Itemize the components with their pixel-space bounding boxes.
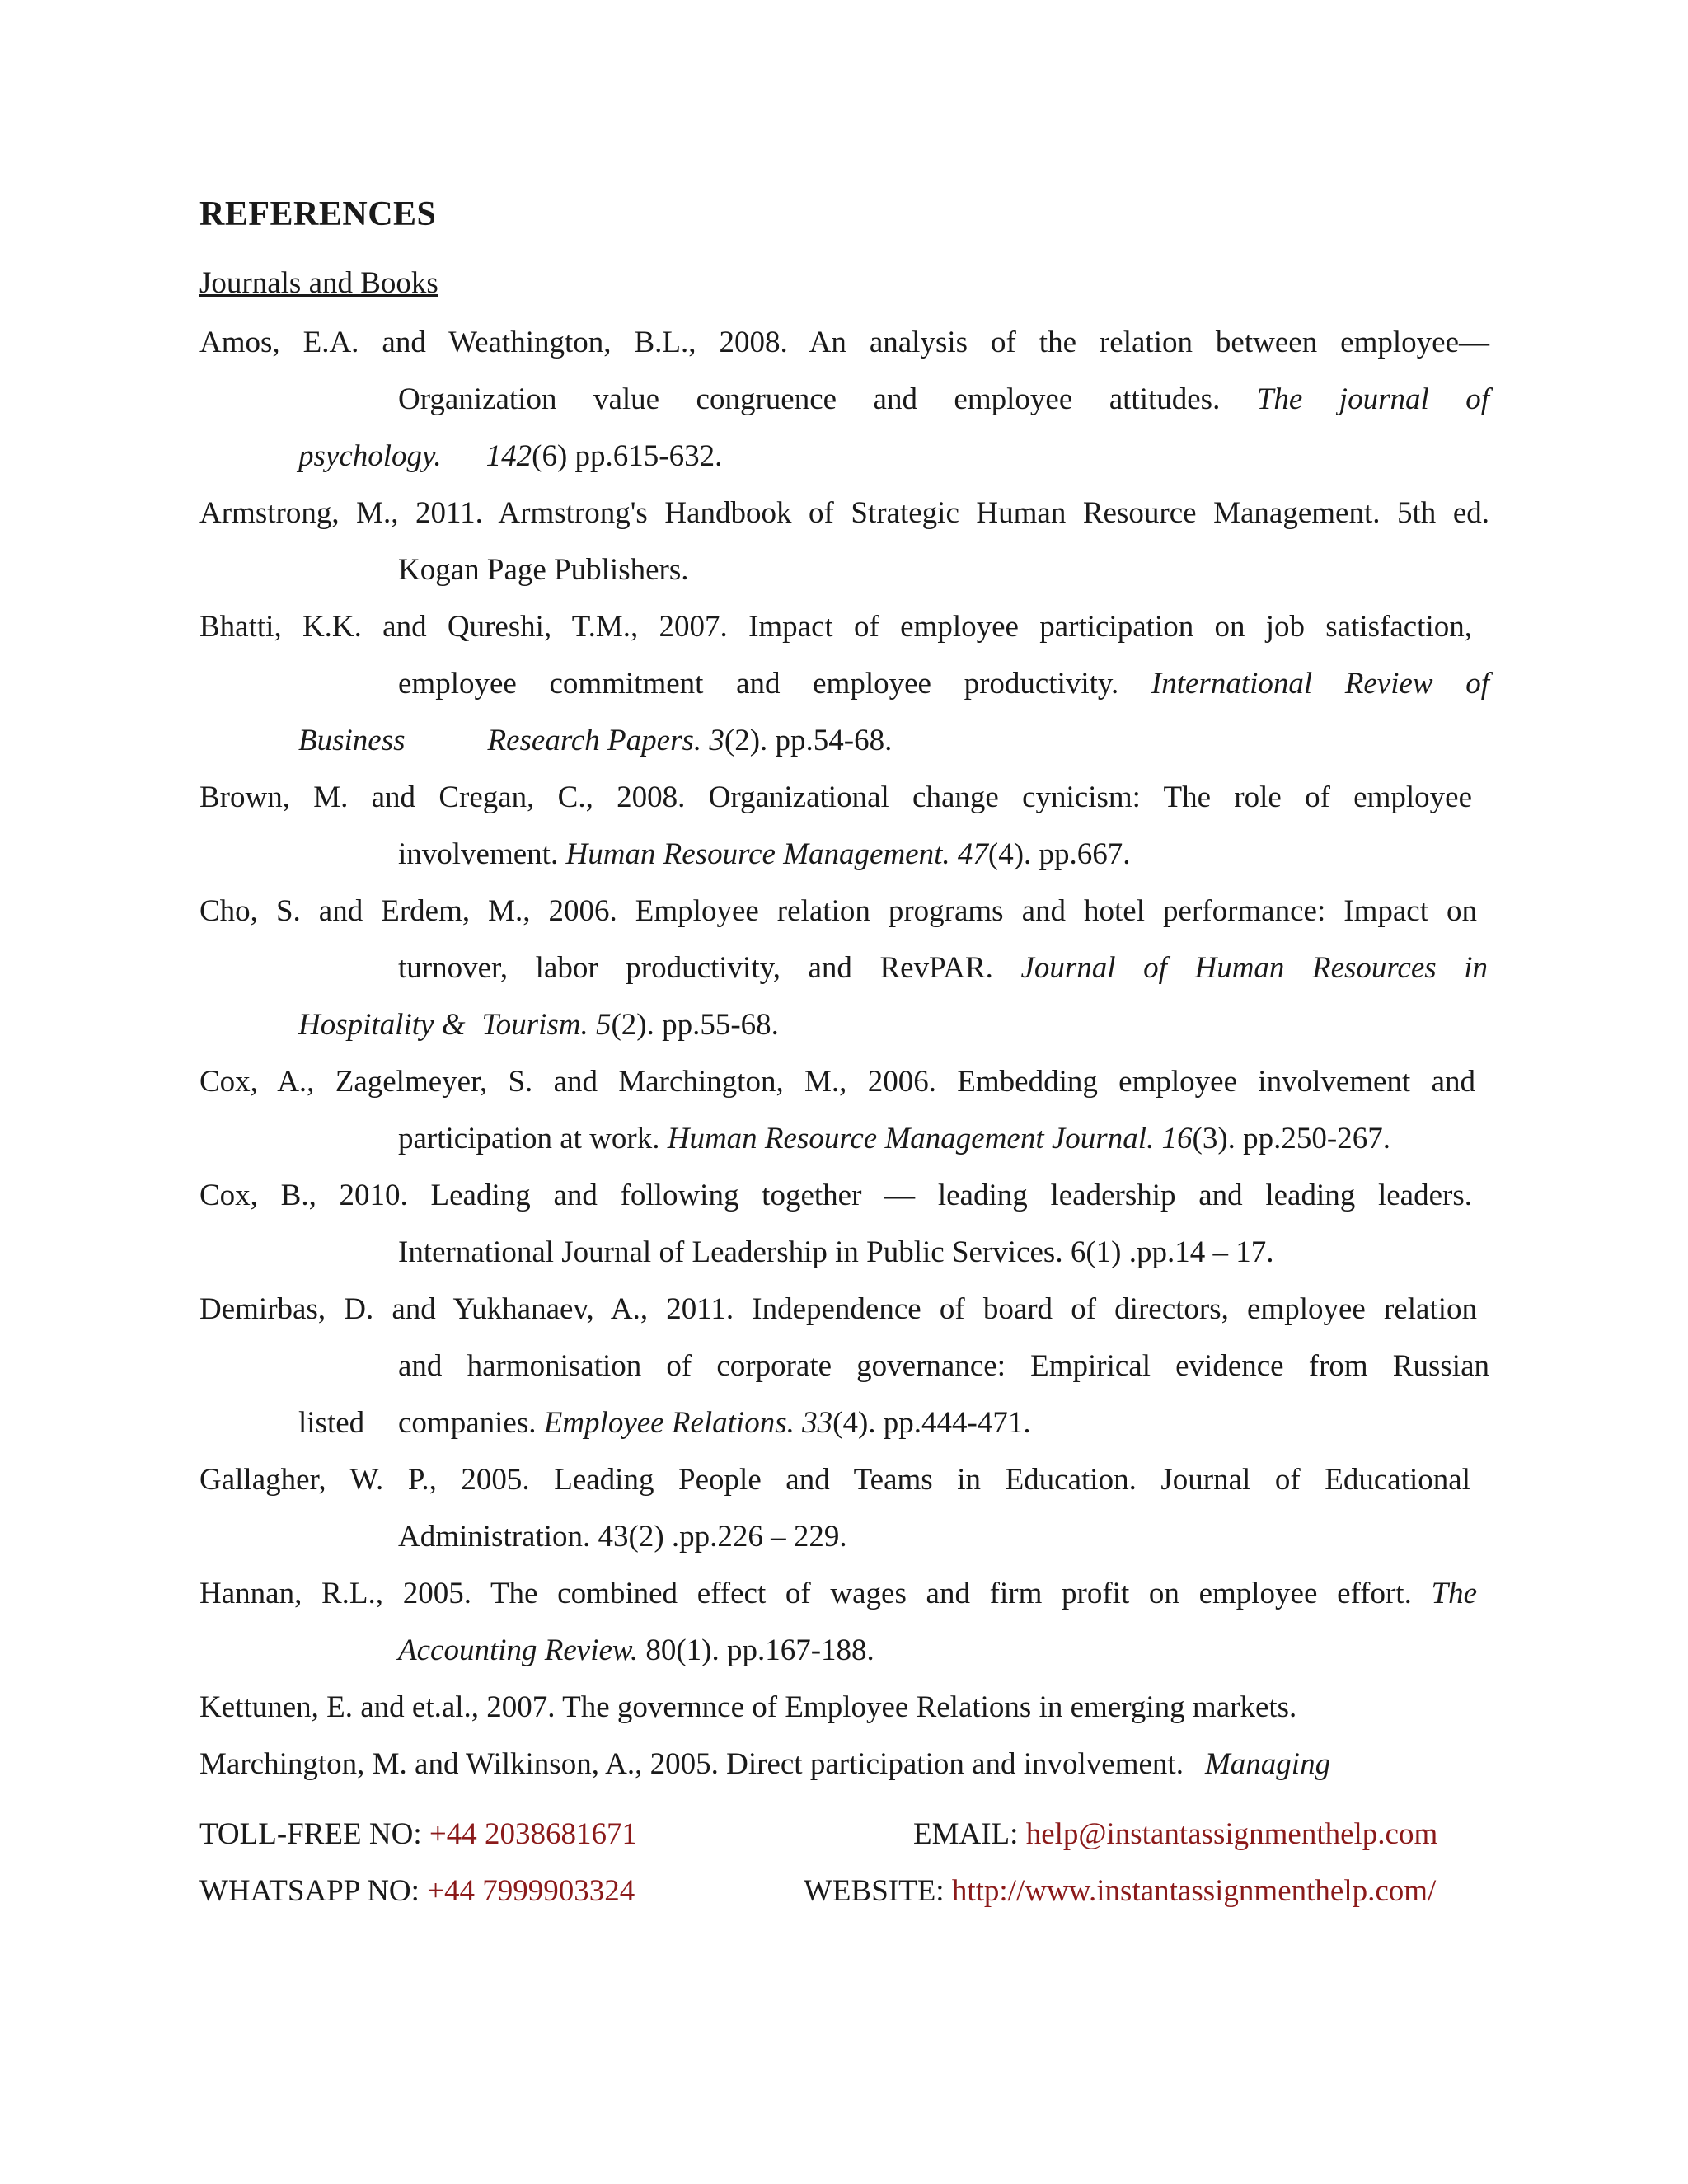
reference-line: Kogan Page Publishers. (398, 553, 689, 587)
email-contact (913, 1816, 1437, 1852)
reference-line: Demirbas, D. and Yukhanaev, A., 2011. Independence of board of directors, employee relation (199, 1292, 1477, 1326)
reference-line: Brown, M. and Cregan, C., 2008. Organizational change cynicism: The role of employee (199, 780, 1472, 814)
email-link[interactable]: help@instantassignmenthelp.com (1025, 1817, 1438, 1851)
reference-line: participation at work. Human Resource Management Journal. 16(3). pp.250-267. (398, 1122, 1390, 1155)
reference-line: psychology. 142(6) pp.615-632. (298, 439, 723, 473)
reference-line: Cox, A., Zagelmeyer, S. and Marchington, M., 2006. Embedding employee involvement and (199, 1065, 1475, 1099)
reference-line: Gallagher, W. P., 2005. Leading People and Teams in Education. Journal of Educational (199, 1463, 1470, 1497)
website-contact (804, 1873, 1436, 1909)
email-label: EMAIL: (913, 1817, 1026, 1851)
reference-line: employee commitment and employee productivity. International Review of (398, 667, 1489, 701)
reference-line: Accounting Review. 80(1). pp.167-188. (398, 1633, 874, 1667)
reference-line: and harmonisation of corporate governance: Empirical evidence from Russian (398, 1349, 1489, 1383)
reference-line: companies. Employee Relations. 33(4). pp.444-471. (398, 1406, 1031, 1440)
reference-line: involvement. Human Resource Management. 47(4). pp.667. (398, 837, 1131, 871)
reference-line: Marchington, M. and Wilkinson, A., 2005. Direct participation and involvement. Managing (199, 1747, 1331, 1781)
website-label: WEBSITE: (804, 1874, 952, 1908)
whatsapp-contact (199, 1873, 635, 1909)
whatsapp-number[interactable]: +44 7999903324 (427, 1874, 635, 1908)
reference-line: Cox, B., 2010. Leading and following together — leading leadership and leading leaders. (199, 1179, 1472, 1212)
reference-line: Cho, S. and Erdem, M., 2006. Employee relation programs and hotel performance: Impact on (199, 894, 1477, 928)
reference-line: Kettunen, E. and et.al., 2007. The governnce of Employee Relations in emerging markets. (199, 1690, 1297, 1724)
reference-line: listed (298, 1406, 365, 1440)
tollfree-number[interactable]: +44 2038681671 (429, 1817, 637, 1851)
website-link[interactable]: http://www.instantassignmenthelp.com/ (951, 1874, 1437, 1908)
reference-line: Organization value congruence and employee attitudes. The journal of (398, 382, 1489, 416)
section-subheading: Journals and Books (199, 266, 438, 300)
reference-line: turnover, labor productivity, and RevPAR. Journal of Human Resources in (398, 951, 1488, 985)
reference-line: Amos, E.A. and Weathington, B.L., 2008. An analysis of the relation between employee— (199, 326, 1489, 359)
reference-line: Hospitality & Tourism. 5(2). pp.55-68. (298, 1008, 779, 1042)
reference-line: International Journal of Leadership in Public Services. 6(1) .pp.14 – 17. (398, 1235, 1274, 1269)
reference-line: Hannan, R.L., 2005. The combined effect of wages and firm profit on employee effort. The (199, 1577, 1477, 1610)
reference-line: Business Research Papers. 3(2). pp.54-68. (298, 724, 893, 757)
reference-line: Armstrong, M., 2011. Armstrong's Handbook of Strategic Human Resource Management. 5th ed. (199, 496, 1489, 530)
reference-line: Bhatti, K.K. and Qureshi, T.M., 2007. Impact of employee participation on job satisfaction, (199, 610, 1472, 644)
tollfree-contact (199, 1816, 637, 1852)
whatsapp-label: WHATSAPP NO: (199, 1874, 428, 1908)
page-title: REFERENCES (199, 195, 437, 233)
tollfree-label: TOLL-FREE NO: (199, 1817, 429, 1851)
reference-line: Administration. 43(2) .pp.226 – 229. (398, 1520, 847, 1554)
